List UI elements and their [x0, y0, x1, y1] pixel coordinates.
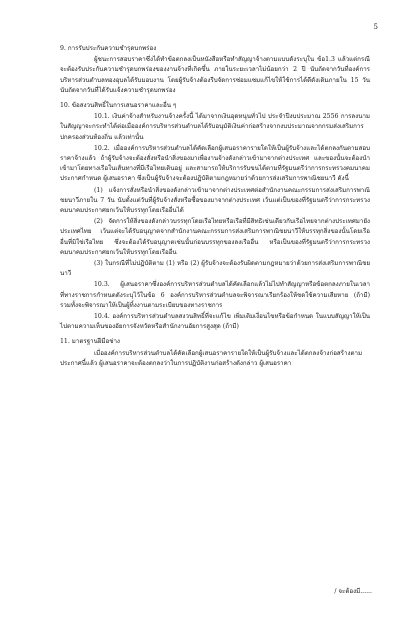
paragraph: (3) ในกรณีที่ไม่ปฏิบัติตาม (1) หรือ (2) ผู้รับจ้างจะต้องรับผิดตามกฎหมายว่าด้วยการส่งเสริมการพาณิชยนาวี: [60, 260, 370, 278]
page-number: 5: [373, 23, 378, 31]
section-heading: 10. ข้อสงวนสิทธิ์ในการเสนอราคาและอื่น ๆ: [60, 102, 177, 110]
continued-marker: / จะต้องมี......: [334, 588, 372, 595]
section-craftsmanship: [60, 337, 370, 369]
paragraph: 10.3. ผู้เสนอราคาซึ่งองค์การบริหารส่วนตำบลได้คัดเลือกแล้วไม่ไปทำสัญญาหรือข้อตกลงภายในเวลาที่ทางราชการกำหนดดังระบุไว้ในข้อ 6 องค์การบริหารส่วนตำบลจะพิจารณาเรียกร้องให้ชดใช้ความเสียหาย (ถ้ามี) รวมทั้งจะพิจารณาให้เป็นผู้ทิ้งงานตามระเบียบของทางราชการ: [60, 281, 370, 309]
paragraph: เมื่อองค์การบริหารส่วนตำบลได้คัดเลือกผู้เสนอราคารายใดให้เป็นผู้รับจ้างและได้ตกลงจ้างก่อสร้างตามประกาศนี้แล้ว ผู้เสนอราคาจะต้องตกลงว่าในการปฏิบัติงานก่อสร้างดังกล่าว ผู้เสนอราคา: [60, 349, 363, 367]
paragraph: (2) จัดการให้สิ่งของดังกล่าวบรรทุกโดยเรือไทยหรือเรือที่มีสิทธิเช่นเดียวกับเรือไทยจากต่างประเทศมายังประเทศไทย เว้นแต่จะได้รับอนุญาตจากสำนักงานคณะกรรมการส่งเสริมการพาณิชยนาวีให้บรรทุกสิ่งของนั้นโดยเรืออื่นที่มิใช่เรือไทย ซึ่งจะต้องได้รับอนุญาตเช่นนั้นก่อนบรรทุกของลงเรืออื่น หรือเป็นของที่รัฐมนตรีว่าการกระทรวงคมนาคมประกาศยกเว้นให้บรรทุกโดยเรืออื่น: [60, 218, 370, 256]
paragraph: (1) แจ้งการสั่งหรือนำสิ่งของดังกล่าวเข้ามาจากต่างประเทศต่อสำนักงานคณะกรรมการส่งเสริมการพาณิชยนาวีภายใน 7 วัน นับตั้งแต่วันที่ผู้รับจ้างสั่งหรือซื้อของมาจากต่างประเทศ เว้นแต่เป็นของที่รัฐมนตรีว่าการกระทรวงคมนาคมประกาศยกเว้นให้บรรทุกโดยเรืออื่นได้: [60, 186, 370, 215]
paragraph: 10.4. องค์การบริหารส่วนตำบลสงวนสิทธิ์ที่จะแก้ไข เพิ่มเติมเงื่อนไขหรือข้อกำหนด ในแบบสัญญาให้เป็นไปตามความเห็นของอัยการจังหวัดหรือสำนักงานอัยการสูงสุด (ถ้ามี): [60, 313, 370, 331]
paragraph: ผู้ชนะการสอบราคาซึ่งได้ทำข้อตกลงเป็นหนังสือหรือทำสัญญาจ้างตามแบบดังระบุใน ข้อ1.3 แล้วแต่กรณีจะต้องรับประกันความชำรุดบกพร่องของงานจ้างที่เกิดขึ้น ภายในระยะเวลาไม่น้อยกว่า 2 ปี นับถัดจากวันที่องค์การบริหารส่วนตำบลทองอุบลได้รับมอบงาน โดยผู้รับจ้างต้องรีบจัดการซ่อมแซมแก้ไขให้ใช้การได้ดีดังเดิมภายใน 15 วัน นับถัดจากวันที่ได้รับแจ้งความชำรุดบกพร่อง: [60, 56, 370, 94]
section-warranty: [60, 44, 370, 96]
paragraph: 10.1. เงินค่าจ้างสำหรับงานจ้างครั้งนี้ ได้มาจากเงินอุดหนุนทั่วไป ประจำปีงบประมาณ 2556 การลงนามในสัญญาจะกระทำได้ต่อเมื่อองค์การบริหารส่วนตำบลได้รับอนุมัติเงินค่าก่อสร้างจากงบประมาณจากกรมส่งเสริมการปกครองส่วนท้องถิ่น แล้วเท่านั้น: [60, 113, 370, 141]
paragraph: 10.2. เมื่อองค์การบริหารส่วนตำบลได้คัดเลือกผู้เสนอราคารายใดให้เป็นผู้รับจ้างและได้ตกลงกันตามสอบราคาจ้างแล้ว ถ้าผู้รับจ้างจะต้องสั่งหรือนำสิ่งของมาเพื่องานจ้างดังกล่าวเข้ามาจากต่างประเทศ และของนั้นจะต้องนำเข้ามาโดยทางเรือในเส้นทางที่มีเรือไทยเดินอยู่ และสามารถให้บริการรับขนได้ตามที่รัฐมนตรีว่าการกระทรวงคมนาคมประกาศกำหนด ผู้เสนอราคา ซึ่งเป็นผู้รับจ้างจะต้องปฏิบัติตามกฎหมายว่าด้วยการส่งเสริมการพาณิชยนาวี ดังนี้: [60, 144, 370, 183]
section-reservations: [60, 101, 370, 332]
section-heading: 9. การรับประกันความชำรุดบกพร่อง: [60, 45, 157, 52]
section-heading: 11. มาตรฐานฝีมือช่าง: [60, 338, 120, 346]
